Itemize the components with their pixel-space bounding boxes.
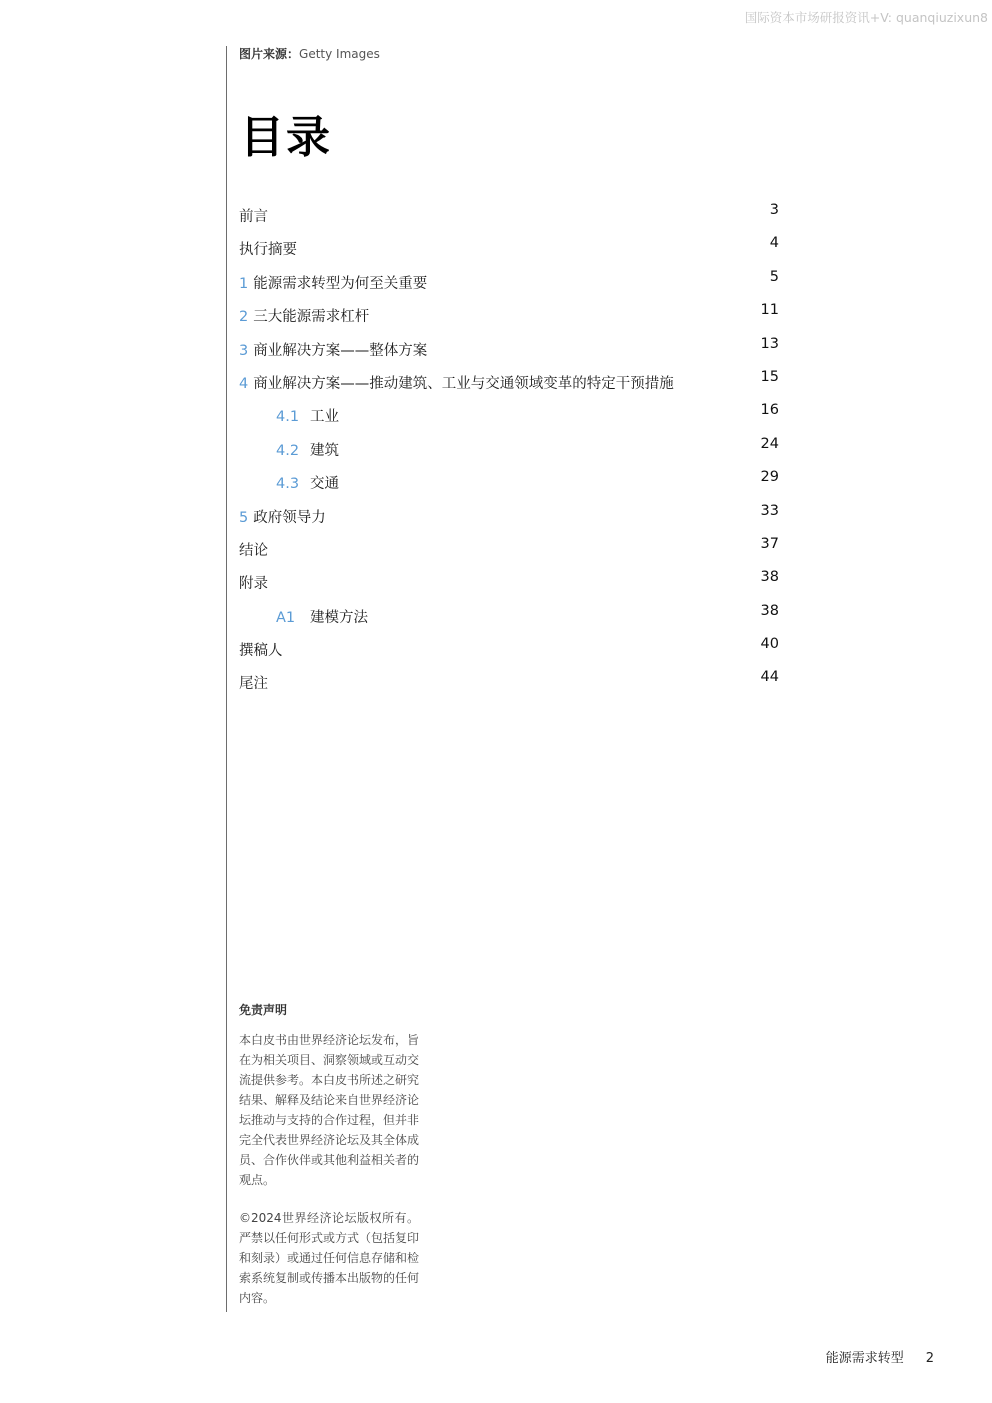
toc-page-number: 44	[760, 669, 779, 686]
toc-entry-label: 撰稿人	[239, 643, 283, 660]
disclaimer-title: 免责声明	[239, 1003, 288, 1017]
toc-entry-text	[239, 238, 297, 259]
toc-page-number: 13	[760, 335, 779, 352]
toc-entry-text	[239, 639, 283, 660]
toc-entry-text	[239, 539, 268, 560]
toc-page-number: 29	[760, 469, 779, 486]
toc-entry[interactable]	[239, 334, 779, 367]
toc-entry-label: 建模方法	[310, 609, 368, 626]
toc-entry[interactable]	[239, 667, 779, 700]
toc-page-number: 38	[760, 602, 779, 619]
toc-page-number: 5	[769, 268, 779, 285]
toc-entry-label: 政府领导力	[253, 509, 326, 526]
page-title: 目录	[240, 112, 332, 163]
toc-page-number: 33	[760, 502, 779, 519]
toc-entry-text	[239, 305, 369, 326]
toc-page-number: 40	[760, 636, 779, 653]
toc-entry-text	[276, 472, 339, 493]
toc-entry-label: 工业	[310, 409, 339, 426]
toc-entry-label: 结论	[239, 542, 268, 559]
toc-entry-text	[239, 672, 268, 693]
toc-entry[interactable]	[239, 400, 779, 433]
toc-entry-number: 1	[239, 275, 249, 292]
toc-entry[interactable]	[239, 567, 779, 600]
toc-entry-text	[239, 205, 268, 226]
image-credit-source: Getty Images	[299, 47, 380, 61]
vertical-divider	[226, 46, 227, 1312]
toc-entry[interactable]	[239, 434, 779, 467]
toc-entry-label: 附录	[239, 576, 268, 593]
toc-entry-text	[239, 506, 326, 527]
toc-entry-number: 3	[239, 342, 249, 359]
toc-entry[interactable]	[239, 501, 779, 534]
toc-page-number: 11	[760, 302, 779, 319]
toc-entry-text	[276, 405, 339, 426]
toc-entry-label: 商业解决方案——推动建筑、工业与交通领域变革的特定干预措施	[253, 375, 674, 392]
toc-entry-text	[239, 339, 427, 360]
toc-entry-label: 三大能源需求杠杆	[253, 309, 370, 326]
disclaimer-paragraph: 本白皮书由世界经济论坛发布，旨在为相关项目、洞察领域或互动交流提供参考。本白皮书所述之研究结果、解释及结论来自世界经济论坛推动与支持的合作过程，但并非完全代表世界经济论坛及其全体成员、合作伙伴或其他利益相关者的观点。	[239, 1033, 420, 1187]
toc-entry[interactable]	[239, 601, 779, 634]
footer-doc-title: 能源需求转型	[825, 1351, 904, 1366]
toc-entry[interactable]	[239, 467, 779, 500]
toc-page-number: 16	[760, 402, 779, 419]
toc-entry-label: 建筑	[310, 442, 339, 459]
toc-page-number: 37	[760, 535, 779, 552]
toc-page-number: 38	[760, 569, 779, 586]
toc-entry[interactable]	[239, 233, 779, 266]
toc-entry-text	[276, 439, 339, 460]
toc-entry-label: 商业解决方案——整体方案	[253, 342, 428, 359]
toc-entry-number: 5	[239, 509, 249, 526]
toc-entry-number: A1	[276, 609, 296, 626]
toc-entry-label: 执行摘要	[239, 242, 297, 259]
toc-entry-text	[276, 606, 368, 627]
toc-entry[interactable]	[239, 534, 779, 567]
toc-page-number: 24	[760, 435, 779, 452]
toc-list	[239, 200, 779, 701]
image-credit	[239, 45, 380, 62]
toc-entry[interactable]	[239, 200, 779, 233]
toc-entry[interactable]	[239, 367, 779, 400]
toc-entry[interactable]	[239, 267, 779, 300]
toc-entry-number: 4	[239, 375, 249, 392]
toc-page-number: 3	[769, 202, 779, 218]
toc-entry-number: 4.2	[276, 442, 300, 459]
toc-entry-text	[239, 372, 674, 393]
toc-entry-text	[239, 572, 268, 593]
toc-page-number: 4	[769, 235, 779, 252]
copyright-paragraph: ©2024世界经济论坛版权所有。严禁以任何形式或方式（包括复印和刻录）或通过任何信息存储和检索系统复制或传播本出版物的任何内容。	[239, 1211, 420, 1305]
toc-entry-number: 4.3	[276, 476, 300, 493]
toc-page-number: 15	[760, 368, 779, 385]
footer	[826, 1347, 934, 1366]
toc-entry-number: 2	[239, 309, 249, 326]
image-credit-label: 图片来源：	[239, 47, 300, 61]
toc-entry-label: 前言	[239, 209, 268, 225]
toc-entry-label: 尾注	[239, 676, 268, 693]
watermark-text: 国际资本市场研报资讯+V: quanqiuzixun8	[744, 10, 988, 25]
toc-entry-label: 能源需求转型为何至关重要	[253, 275, 428, 292]
footer-page-number: 2	[925, 1351, 934, 1366]
toc-entry[interactable]	[239, 634, 779, 667]
toc-entry-label: 交通	[310, 476, 339, 493]
toc-entry-number: 4.1	[276, 409, 300, 426]
toc-entry[interactable]	[239, 300, 779, 333]
toc-entry-text	[239, 272, 427, 293]
